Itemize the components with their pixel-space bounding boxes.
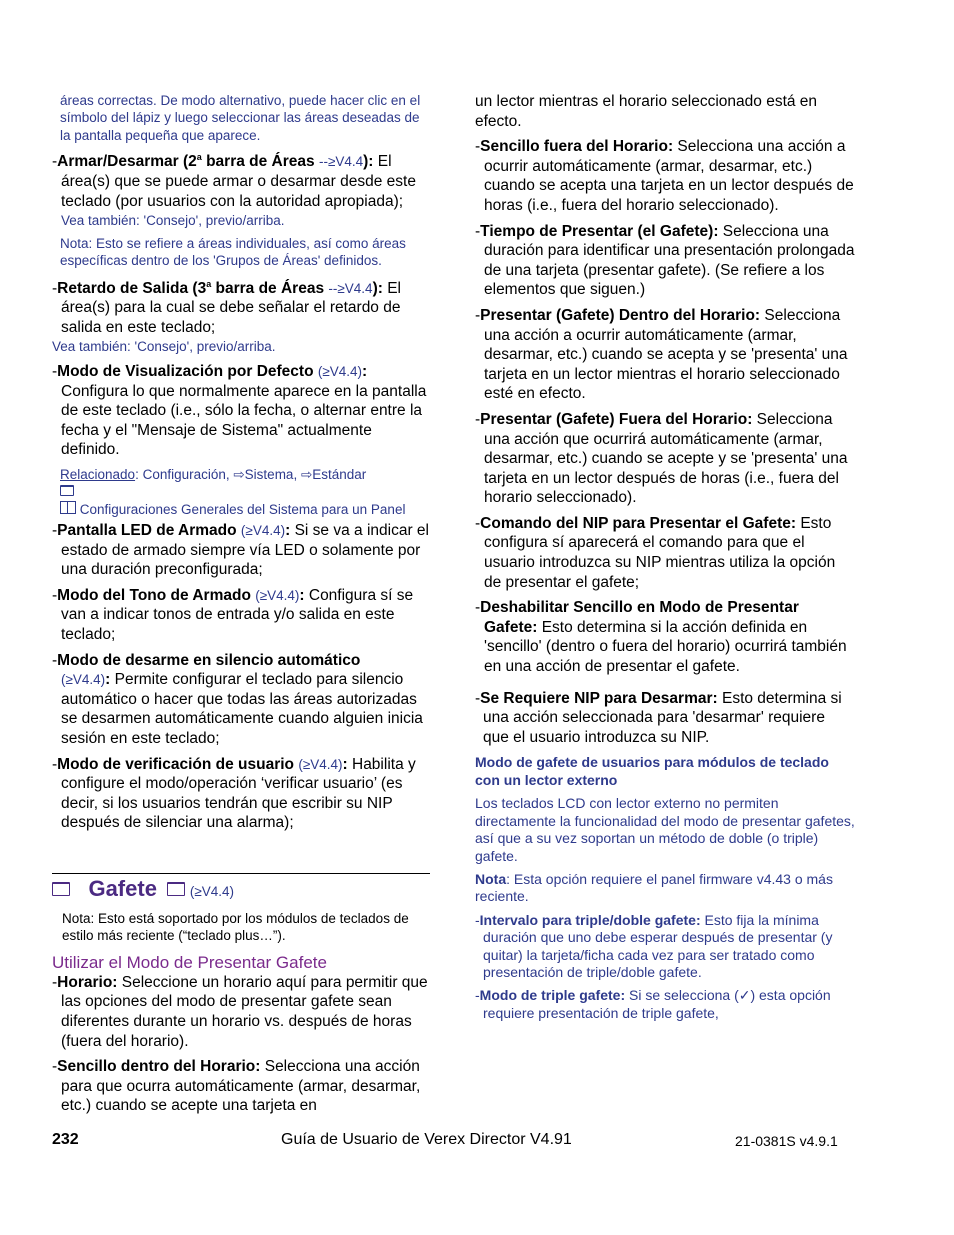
note-areas: Nota: Esto se refiere a áreas individuales, así como áreas específicas dentro de los 'Grupos de Áreas' definidos. xyxy=(60,235,406,269)
footer-title: Guía de Usuario de Verex Director V4.91 xyxy=(281,1131,572,1148)
item-tiempo-presentar: -Tiempo de Presentar (el Gafete): Selecciona una duración para identificar una presentación prolongada de una tarjeta (presentar gafete). (Se refiere a los elementos que siguen.) xyxy=(475,222,855,299)
item-presentar-dentro: -Presentar (Gafete) Dentro del Horario: Selecciona una acción a ocurrir automáticamente (armar, desarmar, etc.) cuando se acepta y se 'presenta' una tarjeta en un lector mientras el horario seleccionado esté en efecto. xyxy=(475,306,848,403)
related-link[interactable]: Relacionado xyxy=(60,466,136,482)
item-presentar-fuera: -Presentar (Gafete) Fuera del Horario: Selecciona una acción que ocurrirá automáticamente (armar, desarmar, etc.) cuando se acepte y se 'presenta' una tarjeta en un lector después de horas (i.e., fuera del horario seleccionado). xyxy=(475,410,848,507)
gafete-section xyxy=(52,876,430,1120)
folder-icon xyxy=(167,882,185,896)
item-sencillo-dentro: -Sencillo dentro del Horario: Selecciona una acción para que ocurra automáticamente (armar, desarmar, etc.) cuando se acepte una tarjeta en xyxy=(52,1058,421,1115)
related-book-link[interactable]: Configuraciones Generales del Sistema para un Panel xyxy=(76,501,406,517)
firmware-note: Nota: Esta opción requiere el panel firmware v4.43 o más reciente. xyxy=(475,871,833,905)
version-tag: (≥V4.4) xyxy=(189,884,235,899)
see-also: Vea también: 'Consejo', previo/arriba. xyxy=(52,338,276,354)
folder-icon xyxy=(52,882,70,896)
item-tono-armado: -Modo del Tono de Armado (≥V4.4): Configura sí se van a indicar tonos de entrada y/o salida en este teclado; xyxy=(52,586,414,644)
subheading: Utilizar el Modo de Presentar Gafete xyxy=(52,952,327,972)
item-requiere-nip: -Se Requiere NIP para Desarmar: Esto determina si una acción seleccionada para 'desarmar' requiere que el usuario introduzca su NIP. xyxy=(475,689,842,746)
item-retardo-salida: -Retardo de Salida (3$^a$ barra de Áreas --≥V4.4): El área(s) para la cual se debe señalar el retardo de salida en este teclado; xyxy=(52,278,401,336)
note-gafete: Nota: Esto está soportado por los módulos de teclados de estilo más reciente (“teclado plus…”). xyxy=(62,911,409,944)
item-intervalo: -Intervalo para triple/doble gafete: Esto fija la mínima duración que uno debe esperar después de presentar (y quitar) la tarjeta/ficha cada vez para ser tratado como presentación de triple/doble gafete. xyxy=(475,911,833,981)
section-heading xyxy=(52,876,430,902)
folder-icon xyxy=(60,485,74,496)
page-number: 232 xyxy=(52,1131,79,1148)
item-sencillo-fuera: -Sencillo fuera del Horario: Selecciona una acción a ocurrir automáticamente (armar, desarmar, etc.) cuando se acepta una tarjeta en un lector después de horas (i.e., fuera del horario seleccionado). xyxy=(475,138,854,214)
item-verificacion-usuario: -Modo de verificación de usuario (≥V4.4): Habilita y configure el modo/operación ‘verificar usuario’ (es decir, si los usuarios tendrán que escribir su NIP después de silenciar una alarma); xyxy=(52,755,416,832)
paragraph-continuation: un lector mientras el horario seleccionado está en efecto. xyxy=(475,93,818,130)
book-icon xyxy=(60,501,76,514)
paragraph-continuation: áreas correctas. De modo alternativo, puede hacer clic en el símbolo del lápiz y luego seleccionar las áreas deseadas de la pantalla pequeña que aparece. xyxy=(60,93,421,143)
item-horario: -Horario: Seleccione un horario aquí para permitir que las opciones del modo de presentar gafete sean diferentes durante un horario vs. después de horas (fuera del horario). xyxy=(52,973,428,1050)
item-comando-nip: -Comando del NIP para Presentar el Gafete: Esto configura sí aparecerá el comando para que el usuario introduzca su NIP mientras utiliza la opción de presentar el gafete; xyxy=(475,514,836,591)
section-title: Gafete xyxy=(88,876,157,901)
document-code: 21-0381S v4.9.1 xyxy=(735,1133,838,1149)
right-column xyxy=(475,92,855,1028)
item-deshabilitar-sencillo: -Deshabilitar Sencillo en Modo de Presentar Gafete: Esto determina si la acción definida en 'sencillo' (dentro o fuera del horario) ocurrirá también en una acción de presentar el gafete. xyxy=(475,599,847,676)
blue-paragraph: Los teclados LCD con lector externo no permiten directamente la funcionalidad del modo de presentar gafetes, así que a su vez soportan un método de doble (o triple) gafete. xyxy=(475,795,855,864)
left-column xyxy=(52,92,430,837)
item-armar-desarmar: -Armar/Desarmar (2$^a$ barra de Áreas --≥V4.4): El área(s) que se puede armar o desarmar desde este teclado (por usuarios con la autoridad apropiada); Vea también: 'Consejo', previo/arriba. xyxy=(52,152,416,229)
item-triple-gafete: -Modo de triple gafete: Si se selecciona (✓) esta opción requiere presentación de triple gafete, xyxy=(475,987,831,1021)
section-rule xyxy=(52,873,430,874)
related-links: Relacionado: Configuración, ⇨Sistema, ⇨Estándar Configuraciones Generales del Sistema para un Panel xyxy=(60,466,406,517)
item-modo-visualizacion: -Modo de Visualización por Defecto (≥V4.4): Configura lo que normalmente aparece en la pantalla de este teclado (i.e., sólo la fecha, o alternar entre la fecha y el "Mensaje de Sistema" actualmente definido. xyxy=(52,362,427,459)
item-desarme-silencio: -Modo de desarme en silencio automático (≥V4.4): Permite configurar el teclado para silencio automático o hacer que todas las áreas autorizadas se desarmen automáticamente cuando alguien inicia sesión en este teclado; xyxy=(52,651,423,748)
item-pantalla-led: -Pantalla LED de Armado (≥V4.4): Si se va a indicar el estado de armado siempre vía LED o solamente por una duración preconfigurada; xyxy=(52,522,429,579)
blue-subheading: Modo de gafete de usuarios para módulos de teclado con un lector externo xyxy=(475,754,829,789)
